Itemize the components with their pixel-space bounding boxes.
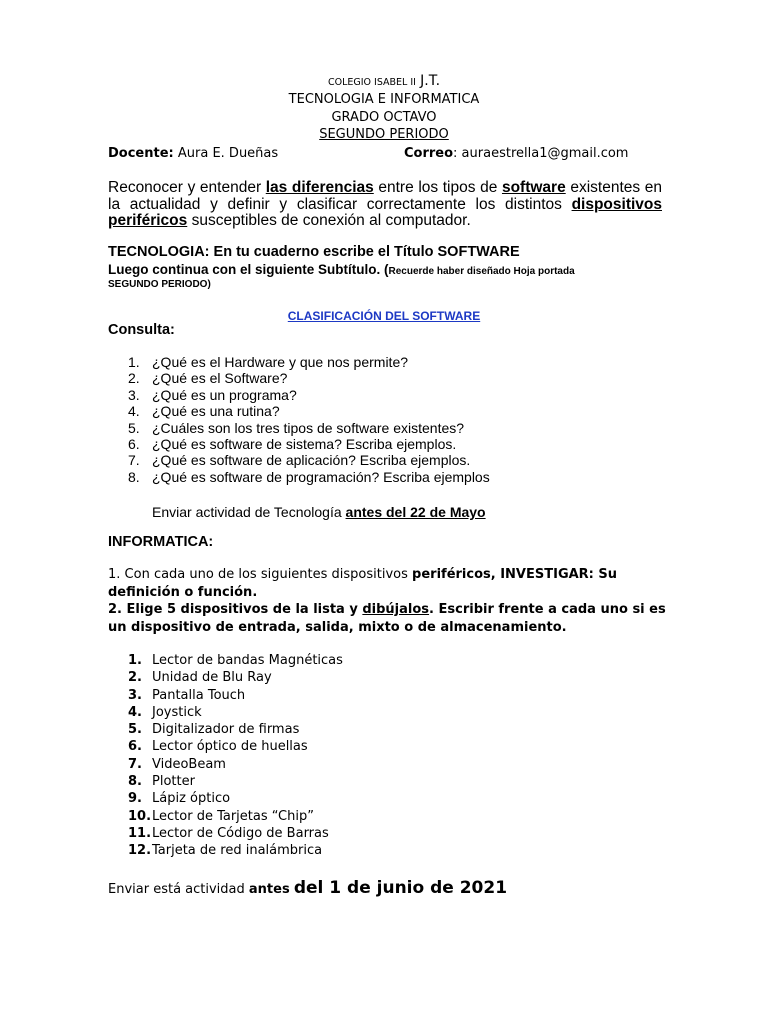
list-item <box>128 354 490 370</box>
list-item <box>128 419 490 436</box>
item-text: Digitalizador de firmas <box>152 722 300 738</box>
list-item <box>128 842 343 859</box>
item-number: 12. <box>128 843 152 859</box>
tecnologia-subheading <box>108 262 575 277</box>
item-number: 11. <box>128 825 152 841</box>
school-prefix: COLEGIO ISABEL II <box>327 77 416 88</box>
instruction-2-text-b: . Escribir frente a cada uno si es un dispositivo de entrada, salida, mixto o de almacenamiento. <box>108 602 666 635</box>
item-number: 2. <box>128 370 140 387</box>
item-text: Joystick <box>152 704 202 720</box>
item-text: ¿Qué es el Hardware y que nos permite? <box>152 354 409 370</box>
item-text: Lector óptico de huellas <box>152 739 308 755</box>
tecnologia-heading: TECNOLOGIA: En tu cuaderno escribe el Título SOFTWARE <box>108 244 520 260</box>
item-number: 7. <box>128 756 142 772</box>
item-number: 1. <box>128 653 142 668</box>
school-suffix: J.T. <box>420 73 441 89</box>
list-item <box>128 403 490 420</box>
deadline-text: Enviar actividad de Tecnología <box>152 504 346 520</box>
period-title: SEGUNDO PERIODO <box>319 127 449 142</box>
list-item <box>128 687 343 704</box>
informatica-deadline <box>108 878 507 898</box>
item-number: 3. <box>128 386 140 403</box>
list-item <box>128 704 343 721</box>
item-number: 1. <box>128 354 140 370</box>
deadline-date: antes del 22 de Mayo <box>345 504 486 520</box>
intro-paragraph <box>108 180 662 230</box>
list-item <box>128 669 343 686</box>
item-text: ¿Qué es software de programación? Escriba ejemplos <box>152 468 490 485</box>
item-number: 8. <box>128 468 140 485</box>
footer-text: Enviar está actividad <box>108 882 249 897</box>
item-text: ¿Qué es un programa? <box>152 386 297 403</box>
device-list <box>128 652 343 860</box>
correo-value[interactable]: : auraestrella1@gmail.com <box>453 146 629 161</box>
item-number: 6. <box>128 435 140 452</box>
item-number: 6. <box>128 739 142 755</box>
list-item <box>128 773 343 790</box>
item-number: 5. <box>128 722 142 738</box>
informatica-instructions <box>108 566 668 636</box>
subheading-note: Recuerde haber diseñado Hoja portada <box>388 266 575 277</box>
item-text: VideoBeam <box>152 756 226 772</box>
item-text: Tarjeta de red inalámbrica <box>152 843 323 859</box>
list-item <box>128 435 490 452</box>
list-item <box>128 738 343 755</box>
correo-label: Correo <box>404 146 454 161</box>
consulta-heading: Consulta: <box>108 322 175 338</box>
school-name <box>0 73 768 89</box>
item-text: ¿Cuáles son los tres tipos de software existentes? <box>152 419 465 436</box>
question-list <box>128 354 490 485</box>
list-item <box>128 808 343 825</box>
instruction-2-text-a: 2. Elige 5 dispositivos de la lista y <box>108 602 363 617</box>
list-item <box>128 386 490 403</box>
item-number: 3. <box>128 687 142 703</box>
item-number: 4. <box>128 704 142 720</box>
list-item <box>128 468 490 485</box>
list-item <box>128 721 343 738</box>
instruction-1-text: 1. Con cada uno de los siguientes dispositivos <box>108 567 413 582</box>
subheading-note-end: SEGUNDO PERIODO) <box>108 279 211 290</box>
item-text: Pantalla Touch <box>152 687 246 703</box>
intro-emphasis-peripherals: dispositivos periféricos <box>108 195 662 229</box>
intro-text-2: entre los tipos de <box>373 179 502 196</box>
intro-emphasis-software: software <box>501 179 566 196</box>
item-text: Lector de Tarjetas “Chip” <box>152 808 314 824</box>
docente-line <box>108 146 278 161</box>
correo-line <box>404 146 628 161</box>
intro-text-1: Reconocer y entender <box>108 179 266 196</box>
instruction-2-underlined: dibújalos <box>362 602 430 617</box>
item-number: 4. <box>128 403 140 420</box>
grade-title: GRADO OCTAVO <box>331 110 437 125</box>
item-text: Plotter <box>152 774 195 790</box>
intro-text-4: susceptibles de conexión al computador. <box>187 212 471 229</box>
list-item <box>128 790 343 807</box>
item-number: 2. <box>128 670 142 686</box>
subject-title: TECNOLOGIA E INFORMATICA <box>288 92 480 107</box>
docente-name: Aura E. Dueñas <box>177 146 279 161</box>
subheading-main: Luego continua con el siguiente Subtítulo. ( <box>108 262 389 277</box>
intro-emphasis-differences: las diferencias <box>265 179 374 196</box>
item-text: ¿Qué es software de aplicación? Escriba ejemplos. <box>152 452 471 469</box>
item-number: 10. <box>128 808 152 824</box>
item-number: 8. <box>128 774 142 790</box>
instruction-1-emphasis: periféricos, INVESTIGAR: Su definición o función. <box>108 567 618 600</box>
instruction-1 <box>108 566 668 601</box>
item-text: Unidad de Blu Ray <box>152 670 272 686</box>
item-text: ¿Qué es software de sistema? Escriba ejemplos. <box>152 435 457 452</box>
tecnologia-deadline <box>152 504 486 520</box>
list-item <box>128 825 343 842</box>
item-text: ¿Qué es una rutina? <box>152 403 280 420</box>
list-item <box>128 452 490 469</box>
informatica-heading: INFORMATICA: <box>108 534 214 550</box>
docente-label: Docente: <box>108 146 174 161</box>
list-item <box>128 756 343 773</box>
footer-date: del 1 de junio de 2021 <box>293 878 508 898</box>
footer-emphasis: antes <box>248 882 290 897</box>
item-text: ¿Qué es el Software? <box>152 370 288 387</box>
instruction-2 <box>108 601 668 636</box>
intro-text-3: existentes en la actualidad y definir y clasificar correctamente los distintos <box>108 179 662 213</box>
item-number: 7. <box>128 452 140 469</box>
item-text: Lector de Código de Barras <box>152 825 329 841</box>
item-text: Lector de bandas Magnéticas <box>152 653 343 668</box>
software-classification-link[interactable]: CLASIFICACIÓN DEL SOFTWARE <box>287 309 481 323</box>
list-item <box>128 370 490 387</box>
item-text: Lápiz óptico <box>152 791 231 807</box>
item-number: 5. <box>128 419 140 436</box>
list-item <box>128 652 343 669</box>
item-number: 9. <box>128 791 142 807</box>
